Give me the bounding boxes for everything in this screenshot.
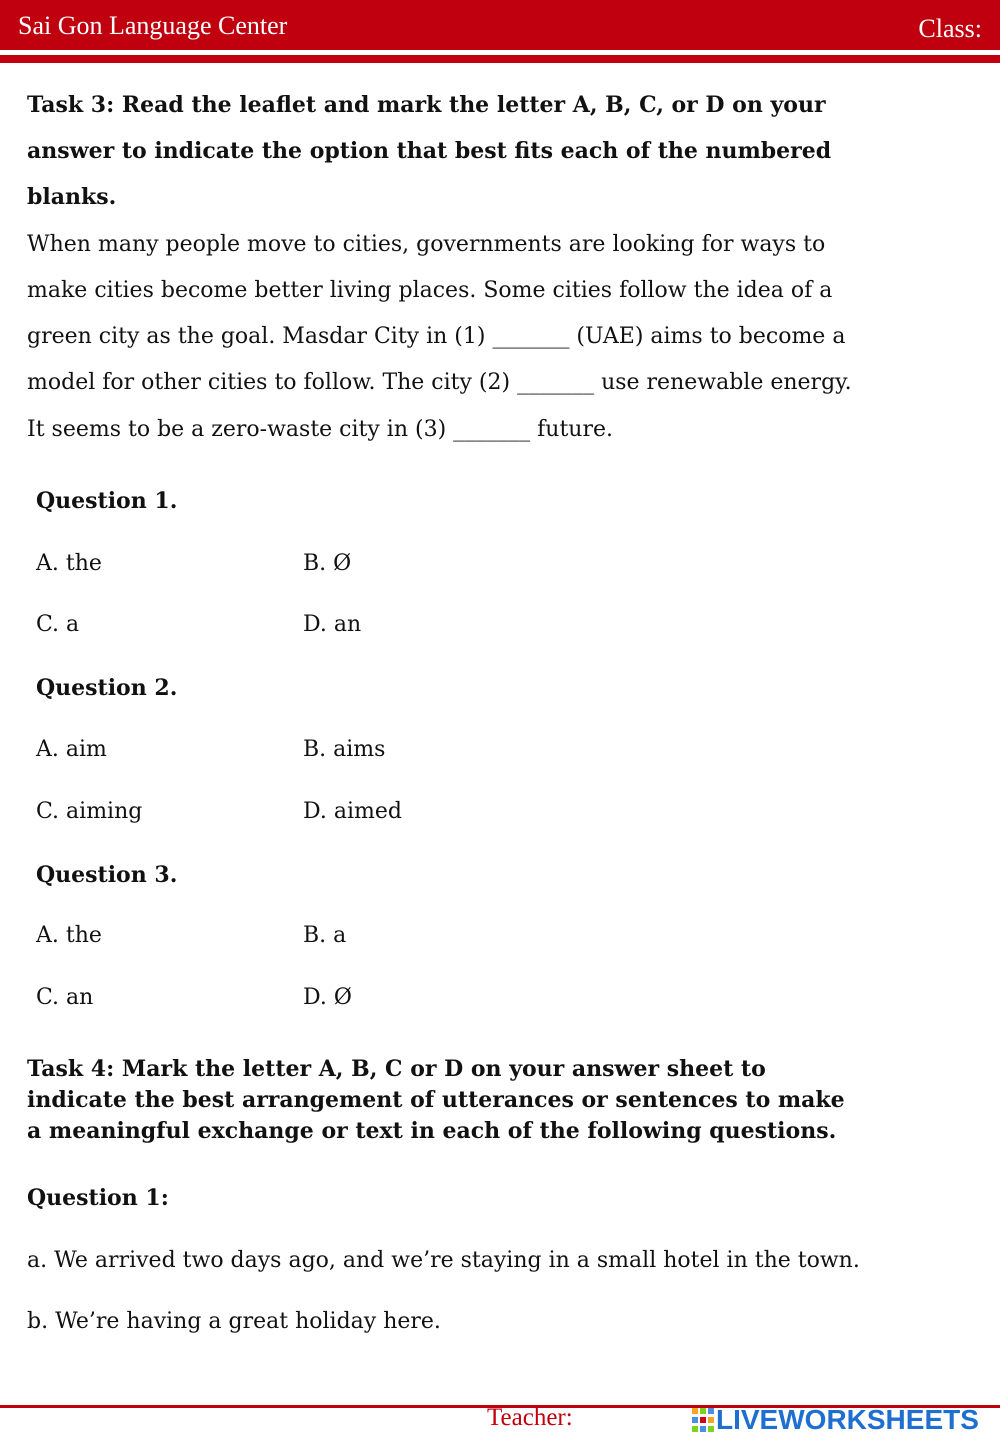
liveworksheets-logo-icon	[692, 1408, 714, 1432]
teacher-label: Teacher:	[487, 1404, 573, 1431]
q3-option-b[interactable]: B. a	[303, 923, 347, 948]
q2-option-c[interactable]: C. aiming	[36, 799, 143, 824]
center-name: Sai Gon Language Center	[18, 11, 288, 40]
class-label: Class:	[918, 14, 982, 43]
task3-instruction-line-1: Task 3: Read the leaflet and mark the letter A, B, C, or D on your	[27, 92, 826, 118]
task4-instruction-line-3: a meaningful exchange or text in each of the following questions.	[27, 1118, 837, 1144]
q1-option-c[interactable]: C. a	[36, 612, 80, 637]
q3-option-c[interactable]: C. an	[36, 985, 94, 1010]
q1-option-a[interactable]: A. the	[36, 551, 102, 576]
liveworksheets-logo[interactable]	[692, 1404, 979, 1436]
question-1-label: Question 1.	[36, 488, 178, 514]
q1-option-b[interactable]: B. Ø	[303, 551, 352, 576]
q2-option-b[interactable]: B. aims	[303, 737, 386, 762]
question-3-label: Question 3.	[36, 862, 178, 888]
q1-option-d[interactable]: D. an	[303, 612, 362, 637]
task4-instruction-line-2: indicate the best arrangement of utterances or sentences to make	[27, 1087, 845, 1113]
liveworksheets-logo-text: LIVEWORKSHEETS	[716, 1404, 979, 1435]
q3-option-d[interactable]: D. Ø	[303, 985, 352, 1010]
q3-option-a[interactable]: A. the	[36, 923, 102, 948]
header-bar	[0, 0, 1000, 50]
task3-instruction-line-2: answer to indicate the option that best fits each of the numbered	[27, 138, 832, 164]
task4-item-b: b. We’re having a great holiday here.	[27, 1309, 441, 1334]
q2-option-d[interactable]: D. aimed	[303, 799, 402, 824]
passage-line-4: model for other cities to follow. The city (2) _______ use renewable energy.	[27, 370, 852, 395]
task4-instruction-line-1: Task 4: Mark the letter A, B, C or D on your answer sheet to	[27, 1056, 766, 1082]
passage-line-3: green city as the goal. Masdar City in (1) _______ (UAE) aims to become a	[27, 324, 846, 349]
task4-question-1-label: Question 1:	[27, 1185, 169, 1211]
passage-line-2: make cities become better living places. Some cities follow the idea of a	[27, 278, 833, 303]
header-divider	[0, 55, 1000, 63]
q2-option-a[interactable]: A. aim	[36, 737, 107, 762]
passage-line-1: When many people move to cities, governments are looking for ways to	[27, 232, 826, 257]
question-2-label: Question 2.	[36, 675, 178, 701]
passage-line-5: It seems to be a zero-waste city in (3) _______ future.	[27, 417, 613, 442]
task4-item-a: a. We arrived two days ago, and we’re staying in a small hotel in the town.	[27, 1248, 860, 1273]
task3-instruction-line-3: blanks.	[27, 184, 117, 210]
